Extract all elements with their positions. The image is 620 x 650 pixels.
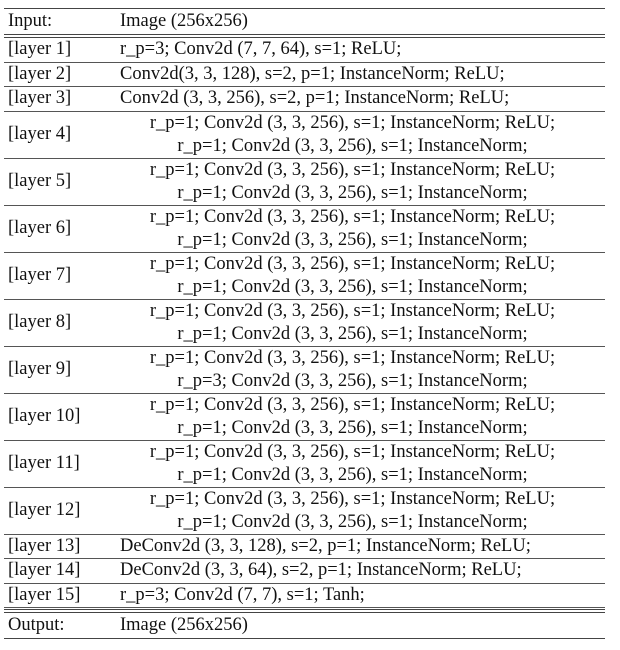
table-row	[4, 488, 605, 535]
layer-spec-line: r_p=1; Conv2d (3, 3, 256), s=1; InstanceNorm; ReLU;	[149, 253, 556, 274]
layer-name: [layer 8]	[8, 311, 72, 332]
layer-spec-line: r_p=1; Conv2d (3, 3, 256), s=1; InstanceNorm; ReLU;	[149, 112, 556, 133]
layer-name: [layer 12]	[8, 499, 81, 520]
input-row	[4, 9, 605, 34]
table-row	[4, 347, 605, 394]
layer-spec-line: DeConv2d (3, 3, 128), s=2, p=1; InstanceNorm; ReLU;	[120, 535, 531, 556]
layer-spec-line: Conv2d (3, 3, 256), s=2, p=1; InstanceNorm; ReLU;	[120, 88, 510, 108]
layer-spec	[120, 347, 605, 393]
layer-spec-line: Conv2d(3, 3, 128), s=2, p=1; InstanceNorm; ReLU;	[120, 63, 505, 84]
layer-spec-line: r_p=1; Conv2d (3, 3, 256), s=1; InstanceNorm;	[177, 324, 528, 344]
layer-spec	[120, 87, 605, 111]
table-row	[4, 112, 605, 159]
table-row	[4, 441, 605, 488]
table-row	[4, 38, 605, 63]
layer-spec-line: r_p=1; Conv2d (3, 3, 256), s=1; InstanceNorm; ReLU;	[149, 159, 556, 180]
table-row	[4, 63, 605, 88]
layer-name: [layer 4]	[8, 123, 72, 144]
layer-spec-line: r_p=1; Conv2d (3, 3, 256), s=1; InstanceNorm;	[177, 136, 528, 156]
layer-name: [layer 1]	[8, 39, 72, 59]
layer-spec-line: r_p=3; Conv2d (7, 7), s=1; Tanh;	[120, 584, 365, 605]
layer-spec-line: r_p=1; Conv2d (3, 3, 256), s=1; InstanceNorm; ReLU;	[149, 488, 556, 509]
layer-spec-line: r_p=1; Conv2d (3, 3, 256), s=1; InstanceNorm; ReLU;	[149, 441, 556, 462]
layer-name: [layer 9]	[8, 358, 72, 379]
layer-name: [layer 2]	[8, 63, 72, 84]
layer-name: [layer 10]	[8, 405, 81, 426]
layer-spec-line: r_p=3; Conv2d (7, 7, 64), s=1; ReLU;	[120, 39, 402, 59]
layer-spec-line: r_p=1; Conv2d (3, 3, 256), s=1; InstanceNorm; ReLU;	[149, 300, 556, 321]
layer-spec-line: r_p=1; Conv2d (3, 3, 256), s=1; InstanceNorm;	[177, 230, 528, 250]
layer-spec-line: r_p=1; Conv2d (3, 3, 256), s=1; InstanceNorm;	[177, 277, 528, 297]
table-row	[4, 559, 605, 584]
table-row	[4, 87, 605, 112]
table-row	[4, 206, 605, 253]
output-label: Output:	[8, 615, 65, 635]
layer-name: [layer 7]	[8, 264, 72, 285]
layer-spec	[120, 584, 605, 608]
layer-spec	[120, 535, 605, 559]
layer-spec-line: r_p=1; Conv2d (3, 3, 256), s=1; InstanceNorm;	[177, 512, 528, 532]
layer-spec	[120, 63, 605, 87]
layer-spec-line: r_p=1; Conv2d (3, 3, 256), s=1; InstanceNorm;	[177, 465, 528, 485]
layer-spec	[120, 488, 605, 534]
layer-spec	[120, 159, 605, 205]
output-value: Image (256x256)	[120, 615, 248, 635]
layer-spec-line: r_p=1; Conv2d (3, 3, 256), s=1; InstanceNorm; ReLU;	[149, 206, 556, 227]
layer-name: [layer 15]	[8, 584, 81, 605]
layer-name: [layer 6]	[8, 217, 72, 238]
layer-spec-line: r_p=1; Conv2d (3, 3, 256), s=1; InstanceNorm;	[177, 183, 528, 203]
layer-spec	[120, 206, 605, 252]
layer-spec	[120, 38, 605, 62]
output-row	[4, 613, 605, 639]
layers-body	[4, 38, 605, 608]
input-value: Image (256x256)	[120, 11, 248, 31]
table-row	[4, 394, 605, 441]
layer-name: [layer 13]	[8, 535, 81, 556]
table-row	[4, 300, 605, 347]
layer-name: [layer 14]	[8, 560, 81, 580]
table-row	[4, 535, 605, 560]
table-row	[4, 159, 605, 206]
layer-spec	[120, 559, 605, 583]
layer-spec	[120, 300, 605, 346]
layer-name: [layer 5]	[8, 170, 72, 191]
layer-spec-line: r_p=1; Conv2d (3, 3, 256), s=1; InstanceNorm; ReLU;	[149, 394, 556, 415]
layer-name: [layer 11]	[8, 452, 80, 473]
table-row	[4, 253, 605, 300]
layer-spec-line: r_p=1; Conv2d (3, 3, 256), s=1; InstanceNorm; ReLU;	[149, 347, 556, 368]
layer-spec-line: DeConv2d (3, 3, 64), s=2, p=1; InstanceNorm; ReLU;	[120, 560, 522, 580]
layer-spec	[120, 394, 605, 440]
layer-spec	[120, 441, 605, 487]
architecture-table	[4, 8, 605, 639]
layer-spec	[120, 253, 605, 299]
input-label: Input:	[8, 11, 53, 31]
layer-name: [layer 3]	[8, 88, 72, 108]
layer-spec-line: r_p=3; Conv2d (3, 3, 256), s=1; InstanceNorm;	[177, 371, 528, 391]
layer-spec-line: r_p=1; Conv2d (3, 3, 256), s=1; InstanceNorm;	[177, 418, 528, 438]
layer-spec	[120, 112, 605, 158]
table-row	[4, 584, 605, 609]
